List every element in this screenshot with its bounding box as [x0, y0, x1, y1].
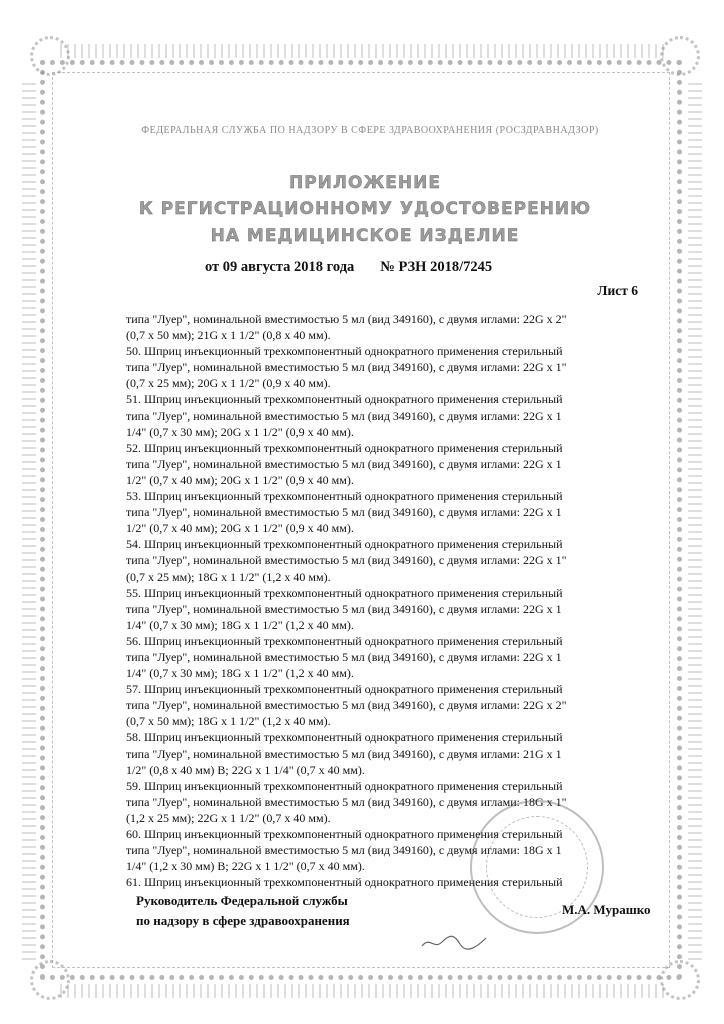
body-text-line: (0,7 x 25 мм); 20G x 1 1/2" (0,9 x 40 мм). — [126, 376, 331, 391]
body-text-line: типа "Луер", номинальной вместимостью 5 мл (вид 349160), с двумя иглами: 22G x 2" — [126, 698, 567, 713]
title-line-3: НА МЕДИЦИНСКОЕ ИЗДЕЛИЕ — [210, 226, 520, 246]
body-text-line: типа "Луер", номинальной вместимостью 5 мл (вид 349160), с двумя иглами: 18G x 1 — [126, 843, 562, 858]
body-text-line: 1/4" (0,7 x 30 мм); 20G x 1 1/2" (0,9 x 40 мм). — [126, 424, 354, 439]
body-text-line: типа "Луер", номинальной вместимостью 5 мл (вид 349160), с двумя иглами: 22G x 1" — [126, 553, 567, 568]
ornament-border-left — [22, 80, 36, 960]
body-text-line: 50. Шприц инъекционный трехкомпонентный однократного применения стерильный — [126, 344, 563, 359]
body-text-line: 52. Шприц инъекционный трехкомпонентный однократного применения стерильный — [126, 440, 563, 455]
agency-name: ФЕДЕРАЛЬНАЯ СЛУЖБА ПО НАДЗОРУ В СФЕРЕ ЗДРАВООХРАНЕНИЯ (РОСЗДРАВНАДЗОР) — [141, 125, 599, 136]
body-text-line: 60. Шприц инъекционный трехкомпонентный однократного применения стерильный — [126, 827, 563, 841]
body-text-line: 55. Шприц инъекционный трехкомпонентный однократного применения стерильный — [126, 585, 563, 600]
body-text-line: типа "Луер", номинальной вместимостью 5 мл (вид 349160), с двумя иглами: 22G x 1" — [126, 360, 567, 375]
ornament-corner-bottom-right — [660, 960, 700, 1000]
signature-mark — [420, 928, 490, 954]
body-text-line: 59. Шприц инъекционный трехкомпонентный однократного применения стерильный — [126, 778, 563, 793]
body-text-line: (0,7 x 50 мм); 18G x 1 1/2" (1,2 x 40 мм). — [126, 714, 331, 729]
registration-date: от 09 августа 2018 года — [205, 259, 355, 275]
signatory-name: М.А. Мурашко — [562, 902, 651, 917]
body-text-line: типа "Луер", номинальной вместимостью 5 мл (вид 349160), с двумя иглами: 22G x 1 — [126, 408, 562, 423]
body-text-line: 1/2" (0,8 x 40 мм) В; 22G x 1 1/4" (0,7 x 40 мм). — [126, 762, 365, 777]
sheet-number: Лист 6 — [597, 283, 638, 298]
body-text-line: 57. Шприц инъекционный трехкомпонентный однократного применения стерильный — [126, 682, 563, 697]
signatory-title-line-1: Руководитель Федеральной службы — [136, 893, 348, 908]
body-text-line: типа "Луер", номинальной вместимостью 5 мл (вид 349160), с двумя иглами: 21G x 1 — [126, 746, 562, 761]
ornament-corner-top-left — [30, 36, 70, 76]
body-text-line: 51. Шприц инъекционный трехкомпонентный однократного применения стерильный — [126, 392, 563, 407]
body-text-line: типа "Луер", номинальной вместимостью 5 мл (вид 349160), с двумя иглами: 22G x 1 — [126, 601, 562, 616]
title-line-2: К РЕГИСТРАЦИОННОМУ УДОСТОВЕРЕНИЮ — [138, 199, 592, 219]
body-text-line: типа "Луер", номинальной вместимостью 5 мл (вид 349160), с двумя иглами: 18G x 1" — [126, 794, 567, 809]
body-text-line: типа "Луер", номинальной вместимостью 5 мл (вид 349160), с двумя иглами: 22G x 1 — [126, 505, 562, 520]
body-text-line: (1,2 x 25 мм); 22G x 1 1/2" (0,7 x 40 мм). — [126, 810, 331, 825]
ornament-border-right — [688, 80, 702, 960]
registration-number: № РЗН 2018/7245 — [380, 259, 493, 275]
body-text-line: 1/4" (0,7 x 30 мм); 18G x 1 1/2" (1,2 x 40 мм). — [126, 617, 354, 632]
ornament-corner-bottom-left — [30, 960, 70, 1000]
body-text-line: 1/2" (0,7 x 40 мм); 20G x 1 1/2" (0,9 x 40 мм). — [126, 521, 354, 536]
body-text-line: 61. Шприц инъекционный трехкомпонентный однократного применения стерильный — [126, 875, 563, 890]
body-text-line: 1/4" (1,2 x 30 мм) В; 22G x 1 1/2" (0,7 x 40 мм). — [126, 859, 365, 874]
document-body — [126, 311, 646, 890]
signatory-title — [136, 891, 350, 931]
body-text-line: 54. Шприц инъекционный трехкомпонентный однократного применения стерильный — [126, 537, 563, 552]
signatory-title-line-2: по надзору в сфере здравоохранения — [136, 913, 350, 928]
ornament-corner-top-right — [660, 36, 700, 76]
registration-meta — [205, 259, 492, 276]
body-text-line: типа "Луер", номинальной вместимостью 5 мл (вид 349160), с двумя иглами: 22G x 1 — [126, 649, 562, 664]
ornament-border-bottom — [60, 984, 664, 998]
ornament-border-top — [60, 44, 664, 58]
body-text-line: 1/4" (0,7 x 30 мм); 18G x 1 1/2" (1,2 x 40 мм). — [126, 666, 354, 681]
body-text-line: 58. Шприц инъекционный трехкомпонентный однократного применения стерильный — [126, 730, 563, 745]
body-text-line: 56. Шприц инъекционный трехкомпонентный однократного применения стерильный — [126, 633, 563, 648]
body-text-line: 1/2" (0,7 x 40 мм); 20G x 1 1/2" (0,9 x 40 мм). — [126, 472, 354, 487]
body-text-line: (0,7 x 25 мм); 18G x 1 1/2" (1,2 x 40 мм). — [126, 569, 331, 584]
body-text-line: типа "Луер", номинальной вместимостью 5 мл (вид 349160), с двумя иглами: 22G x 2" — [126, 312, 567, 326]
body-text-line: типа "Луер", номинальной вместимостью 5 мл (вид 349160), с двумя иглами: 22G x 1 — [126, 456, 562, 471]
body-text-line: (0,7 x 50 мм); 21G x 1 1/2" (0,8 x 40 мм). — [126, 328, 331, 343]
title-line-1: ПРИЛОЖЕНИЕ — [289, 173, 441, 193]
body-text-line: 53. Шприц инъекционный трехкомпонентный однократного применения стерильный — [126, 489, 563, 504]
